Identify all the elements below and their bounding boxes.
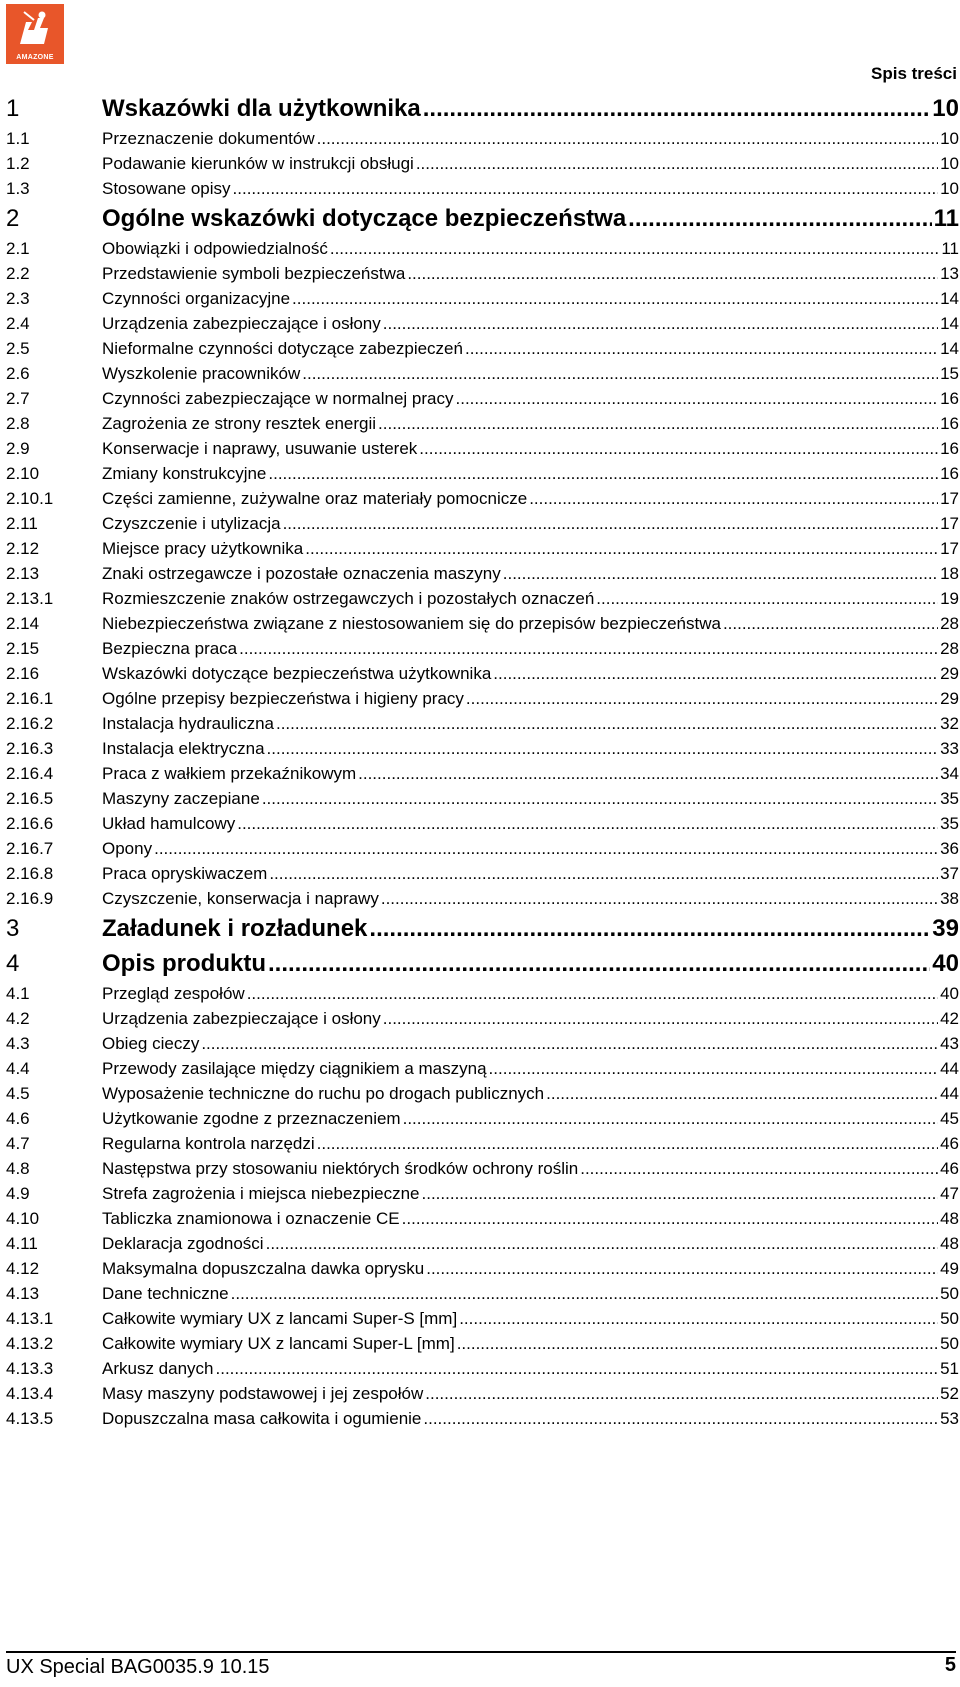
toc-entry-number: 3: [6, 915, 20, 942]
toc-dot-leader: [416, 151, 938, 176]
toc-entry-page: 49: [940, 1259, 959, 1278]
toc-dot-leader: [596, 586, 938, 611]
toc-entry-page: 14: [940, 339, 959, 358]
toc-dot-leader: [407, 261, 938, 286]
toc-entry-title: Ogólne przepisy bezpieczeństwa i higieny pracy: [102, 689, 464, 708]
toc-entry-title: Urządzenia zabezpieczające i osłony: [102, 1009, 381, 1028]
toc-entry-title: Wskazówki dla użytkownika: [102, 95, 421, 122]
toc-dot-leader: [403, 1106, 938, 1131]
toc-entry[interactable]: [6, 811, 959, 836]
toc-entry-title: Zagrożenia ze strony resztek energii: [102, 414, 377, 433]
toc-dot-leader: [276, 711, 938, 736]
toc-dot-leader: [457, 1331, 938, 1356]
toc-dot-leader: [423, 1406, 938, 1431]
toc-entry-number: 4.8: [6, 1159, 30, 1178]
toc-entry[interactable]: [6, 1231, 959, 1256]
toc-entry-number: 4.7: [6, 1134, 30, 1153]
toc-entry[interactable]: [6, 981, 959, 1006]
toc-dot-leader: [231, 1281, 938, 1306]
toc-entry-number: 4.4: [6, 1059, 30, 1078]
toc-entry-number: 2.16.8: [6, 864, 54, 883]
toc-entry-title: Instalacja elektryczna: [102, 739, 265, 758]
toc-entry-title: Deklaracja zgodności: [102, 1234, 264, 1253]
toc-entry-title: Regularna kontrola narzędzi: [102, 1134, 315, 1153]
toc-dot-leader: [268, 461, 938, 486]
toc-dot-leader: [330, 236, 940, 261]
toc-entry-number: 2.16: [6, 664, 40, 683]
toc-entry-page: 16: [940, 439, 959, 458]
toc-entry[interactable]: [6, 786, 959, 811]
toc-entry-page: 15: [940, 364, 959, 383]
toc-entry[interactable]: [6, 1081, 959, 1106]
toc-entry-number: 4.6: [6, 1109, 30, 1128]
toc-dot-leader: [239, 636, 938, 661]
toc-entry-title: Użytkowanie zgodne z przeznaczeniem: [102, 1109, 401, 1128]
toc-dot-leader: [317, 126, 938, 151]
toc-entry-title: Maksymalna dopuszczalna dawka oprysku: [102, 1259, 425, 1278]
toc-entry-number: 2.16.7: [6, 839, 54, 858]
toc-entry-page: 50: [940, 1284, 959, 1303]
toc-entry-title: Przedstawienie symboli bezpieczeństwa: [102, 264, 406, 283]
toc-entry-number: 4.5: [6, 1084, 30, 1103]
toc-entry-page: 18: [940, 564, 959, 583]
toc-entry[interactable]: [6, 1256, 959, 1281]
toc-entry-page: 44: [940, 1084, 959, 1103]
toc-entry-page: 37: [940, 864, 959, 883]
toc-entry-page: 53: [940, 1409, 959, 1428]
toc-entry-page: 44: [940, 1059, 959, 1078]
toc-dot-leader: [402, 1206, 938, 1231]
toc-entry-page: 48: [940, 1209, 959, 1228]
toc-entry-number: 1: [6, 95, 20, 122]
toc-entry-page: 17: [940, 514, 959, 533]
toc-entry-number: 2.16.9: [6, 889, 54, 908]
toc-dot-leader: [283, 511, 939, 536]
toc-entry-title: Praca z wałkiem przekaźnikowym: [102, 764, 357, 783]
toc-entry-number: 4.9: [6, 1184, 30, 1203]
toc-entry-title: Opis produktu: [102, 950, 266, 977]
toc-entry-page: 28: [940, 639, 959, 658]
toc-entry-title: Masy maszyny podstawowej i jej zespołów: [102, 1384, 424, 1403]
toc-entry-title: Przewody zasilające między ciągnikiem a maszyną: [102, 1059, 487, 1078]
toc-entry-page: 38: [940, 889, 959, 908]
toc-entry-page: 32: [940, 714, 959, 733]
toc-dot-leader: [546, 1081, 938, 1106]
toc-entry-page: 36: [940, 839, 959, 858]
toc-dot-leader: [381, 886, 938, 911]
toc-entry-page: 35: [940, 814, 959, 833]
toc-entry-page: 35: [940, 789, 959, 808]
toc-entry-title: Ogólne wskazówki dotyczące bezpieczeństwa: [102, 205, 627, 232]
toc-chapter-entry[interactable]: [6, 911, 959, 946]
toc-dot-leader: [425, 1381, 938, 1406]
toc-entry-page: 46: [940, 1134, 959, 1153]
toc-entry-title: Miejsce pracy użytkownika: [102, 539, 304, 558]
toc-entry[interactable]: [6, 176, 959, 201]
toc-dot-leader: [269, 861, 938, 886]
toc-entry-page: 28: [940, 614, 959, 633]
toc-entry-number: 2.4: [6, 314, 30, 333]
toc-dot-leader: [247, 981, 938, 1006]
toc-entry[interactable]: [6, 361, 959, 386]
toc-entry[interactable]: [6, 336, 959, 361]
toc-entry-number: 2.8: [6, 414, 30, 433]
toc-entry-number: 2.6: [6, 364, 30, 383]
toc-entry-title: Obieg cieczy: [102, 1034, 200, 1053]
toc-entry[interactable]: [6, 1056, 959, 1081]
toc-entry-title: Tabliczka znamionowa i oznaczenie CE: [102, 1209, 400, 1228]
toc-entry-number: 2.16.5: [6, 789, 54, 808]
toc-entry-number: 2.16.3: [6, 739, 54, 758]
toc-entry[interactable]: [6, 386, 959, 411]
toc-entry-page: 50: [940, 1309, 959, 1328]
toc-entry-page: 29: [940, 689, 959, 708]
toc-entry-page: 51: [940, 1359, 959, 1378]
toc-entry[interactable]: [6, 686, 959, 711]
toc-entry[interactable]: [6, 1356, 959, 1381]
toc-entry[interactable]: [6, 511, 959, 536]
toc-entry-number: 4.3: [6, 1034, 30, 1053]
toc-entry-number: 4.13.3: [6, 1359, 54, 1378]
toc-entry[interactable]: [6, 836, 959, 861]
toc-entry-page: 29: [940, 664, 959, 683]
toc-dot-leader: [383, 311, 938, 336]
toc-entry-title: Wskazówki dotyczące bezpieczeństwa użytkownika: [102, 664, 492, 683]
toc-entry[interactable]: [6, 711, 959, 736]
toc-dot-leader: [580, 1156, 938, 1181]
toc-entry-page: 10: [932, 95, 959, 122]
toc-entry-number: 2.16.1: [6, 689, 54, 708]
toc-dot-leader: [723, 611, 938, 636]
toc-entry-title: Nieformalne czynności dotyczące zabezpieczeń: [102, 339, 463, 358]
toc-entry[interactable]: [6, 736, 959, 761]
toc-entry[interactable]: [6, 761, 959, 786]
toc-dot-leader: [503, 561, 938, 586]
toc-entry-title: Przegląd zespołów: [102, 984, 245, 1003]
table-of-contents: [6, 91, 959, 1431]
toc-dot-leader: [292, 286, 938, 311]
toc-entry-title: Instalacja hydrauliczna: [102, 714, 274, 733]
footer-page-number: 5: [944, 1654, 956, 1676]
toc-entry[interactable]: [6, 1006, 959, 1031]
toc-entry-page: 47: [940, 1184, 959, 1203]
toc-entry-number: 4.13: [6, 1284, 40, 1303]
logo-text: AMAZONE: [16, 54, 54, 61]
toc-entry-page: 13: [940, 264, 959, 283]
toc-entry-title: Konserwacje i naprawy, usuwanie usterek: [102, 439, 418, 458]
toc-entry-page: 42: [940, 1009, 959, 1028]
toc-entry-title: Następstwa przy stosowaniu niektórych środków ochrony roślin: [102, 1159, 579, 1178]
toc-entry-title: Wyposażenie techniczne do ruchu po drogach publicznych: [102, 1084, 545, 1103]
toc-entry[interactable]: [6, 411, 959, 436]
toc-entry-number: 2.7: [6, 389, 30, 408]
toc-entry-number: 2.10.1: [6, 489, 54, 508]
toc-entry[interactable]: [6, 561, 959, 586]
toc-entry-page: 16: [940, 414, 959, 433]
toc-entry-title: Czyszczenie i utylizacja: [102, 514, 281, 533]
toc-dot-leader: [459, 1306, 938, 1331]
toc-entry-title: Czynności zabezpieczające w normalnej pracy: [102, 389, 454, 408]
toc-entry-title: Dopuszczalna masa całkowita i ogumienie: [102, 1409, 422, 1428]
toc-entry[interactable]: [6, 1181, 959, 1206]
toc-dot-leader: [369, 911, 930, 946]
toc-entry[interactable]: [6, 311, 959, 336]
toc-entry-number: 2.16.6: [6, 814, 54, 833]
toc-entry-number: 1.3: [6, 179, 30, 198]
toc-entry-title: Zmiany konstrukcyjne: [102, 464, 267, 483]
toc-entry-title: Maszyny zaczepiane: [102, 789, 260, 808]
toc-chapter-entry[interactable]: [6, 201, 959, 236]
toc-entry[interactable]: [6, 1281, 959, 1306]
toc-entry-page: 10: [940, 179, 959, 198]
toc-entry-title: Podawanie kierunków w instrukcji obsługi: [102, 154, 414, 173]
toc-entry-number: 2.5: [6, 339, 30, 358]
toc-entry[interactable]: [6, 861, 959, 886]
toc-dot-leader: [383, 1006, 938, 1031]
toc-entry-page: 17: [940, 539, 959, 558]
toc-entry-page: 46: [940, 1159, 959, 1178]
toc-entry-number: 2.9: [6, 439, 30, 458]
toc-entry-page: 40: [940, 984, 959, 1003]
toc-entry-page: 19: [940, 589, 959, 608]
toc-entry-page: 16: [940, 389, 959, 408]
toc-dot-leader: [266, 1231, 938, 1256]
toc-entry[interactable]: [6, 1106, 959, 1131]
section-title: Spis treści: [871, 64, 957, 83]
toc-entry[interactable]: [6, 661, 959, 686]
toc-dot-leader: [628, 201, 931, 236]
toc-entry-page: 43: [940, 1034, 959, 1053]
toc-dot-leader: [358, 761, 938, 786]
toc-entry[interactable]: [6, 261, 959, 286]
toc-dot-leader: [317, 1131, 938, 1156]
toc-entry[interactable]: [6, 1031, 959, 1056]
toc-entry-number: 2.12: [6, 539, 40, 558]
toc-entry-title: Praca opryskiwaczem: [102, 864, 268, 883]
toc-entry-page: 45: [940, 1109, 959, 1128]
toc-entry[interactable]: [6, 1156, 959, 1181]
toc-entry-title: Urządzenia zabezpieczające i osłony: [102, 314, 381, 333]
toc-entry-number: 2: [6, 205, 20, 232]
toc-entry-title: Obowiązki i odpowiedzialność: [102, 239, 328, 258]
toc-entry[interactable]: [6, 1206, 959, 1231]
toc-entry-page: 14: [940, 314, 959, 333]
footer-divider: [6, 1651, 956, 1653]
toc-dot-leader: [305, 536, 938, 561]
toc-dot-leader: [154, 836, 938, 861]
toc-dot-leader: [423, 91, 931, 126]
toc-entry-number: 4.11: [6, 1234, 38, 1253]
toc-dot-leader: [489, 1056, 939, 1081]
toc-entry-number: 4.13.4: [6, 1384, 54, 1403]
toc-entry[interactable]: [6, 126, 959, 151]
toc-dot-leader: [216, 1356, 939, 1381]
toc-entry-page: 11: [933, 205, 959, 232]
toc-entry-title: Dane techniczne: [102, 1284, 229, 1303]
toc-entry-page: 14: [940, 289, 959, 308]
toc-entry[interactable]: [6, 461, 959, 486]
toc-dot-leader: [466, 686, 938, 711]
toc-entry-page: 11: [941, 239, 959, 258]
toc-entry-number: 2.16.4: [6, 764, 54, 783]
toc-entry-number: 2.14: [6, 614, 40, 633]
toc-entry-number: 2.16.2: [6, 714, 54, 733]
toc-dot-leader: [493, 661, 938, 686]
toc-entry[interactable]: [6, 486, 959, 511]
toc-entry-number: 1.1: [6, 129, 30, 148]
footer-doc-id: UX Special BAG0035.9 10.15: [6, 1656, 270, 1678]
toc-dot-leader: [529, 486, 938, 511]
toc-entry-title: Układ hamulcowy: [102, 814, 236, 833]
toc-entry-title: Wyszkolenie pracowników: [102, 364, 301, 383]
toc-entry[interactable]: [6, 536, 959, 561]
toc-entry-number: 4.2: [6, 1009, 30, 1028]
toc-entry-number: 4.13.2: [6, 1334, 54, 1353]
toc-entry-title: Czynności organizacyjne: [102, 289, 291, 308]
toc-entry-number: 2.13.1: [6, 589, 54, 608]
logo-sower-icon: [14, 10, 56, 46]
toc-entry-page: 33: [940, 739, 959, 758]
toc-dot-leader: [201, 1031, 938, 1056]
toc-entry-title: Strefa zagrożenia i miejsca niebezpieczne: [102, 1184, 420, 1203]
toc-entry-title: Znaki ostrzegawcze i pozostałe oznaczenia maszyny: [102, 564, 501, 583]
toc-dot-leader: [378, 411, 938, 436]
toc-entry-title: Przeznaczenie dokumentów: [102, 129, 315, 148]
amazone-logo: [6, 4, 64, 64]
toc-entry-number: 2.3: [6, 289, 30, 308]
toc-entry[interactable]: [6, 1406, 959, 1431]
toc-entry[interactable]: [6, 1381, 959, 1406]
toc-entry[interactable]: [6, 636, 959, 661]
toc-entry[interactable]: [6, 1131, 959, 1156]
toc-entry-title: Czyszczenie, konserwacja i naprawy: [102, 889, 379, 908]
toc-chapter-entry[interactable]: [6, 946, 959, 981]
toc-entry[interactable]: [6, 886, 959, 911]
toc-entry[interactable]: [6, 286, 959, 311]
toc-entry[interactable]: [6, 436, 959, 461]
toc-entry-page: 17: [940, 489, 959, 508]
toc-entry[interactable]: [6, 611, 959, 636]
toc-entry-number: 2.13: [6, 564, 40, 583]
toc-entry-number: 4: [6, 950, 20, 977]
toc-dot-leader: [237, 811, 938, 836]
toc-entry-title: Całkowite wymiary UX z lancami Super-S [mm]: [102, 1309, 458, 1328]
toc-entry-page: 34: [940, 764, 959, 783]
toc-entry-page: 52: [940, 1384, 959, 1403]
toc-entry-title: Bezpieczna praca: [102, 639, 238, 658]
toc-entry-number: 4.13.5: [6, 1409, 54, 1428]
toc-entry-page: 50: [940, 1334, 959, 1353]
toc-dot-leader: [419, 436, 938, 461]
toc-entry-title: Opony: [102, 839, 153, 858]
toc-entry[interactable]: [6, 236, 959, 261]
toc-entry-number: 2.1: [6, 239, 30, 258]
toc-chapter-entry[interactable]: [6, 91, 959, 126]
toc-entry-page: 48: [940, 1234, 959, 1253]
toc-dot-leader: [456, 386, 939, 411]
toc-entry-number: 4.12: [6, 1259, 40, 1278]
toc-dot-leader: [267, 736, 939, 761]
toc-entry-number: 4.1: [6, 984, 30, 1003]
toc-entry-number: 2.10: [6, 464, 40, 483]
toc-dot-leader: [422, 1181, 939, 1206]
toc-entry[interactable]: [6, 1331, 959, 1356]
toc-entry-title: Arkusz danych: [102, 1359, 214, 1378]
toc-entry[interactable]: [6, 151, 959, 176]
toc-entry[interactable]: [6, 1306, 959, 1331]
toc-entry-number: 4.13.1: [6, 1309, 54, 1328]
toc-entry-title: Niebezpieczeństwa związane z niestosowaniem się do przepisów bezpieczeństwa: [102, 614, 721, 633]
toc-dot-leader: [302, 361, 938, 386]
toc-entry-page: 16: [940, 464, 959, 483]
toc-entry-number: 1.2: [6, 154, 30, 173]
toc-entry-number: 2.11: [6, 514, 38, 533]
toc-dot-leader: [465, 336, 938, 361]
toc-entry-page: 10: [940, 129, 959, 148]
toc-entry-page: 40: [932, 950, 959, 977]
toc-dot-leader: [426, 1256, 938, 1281]
toc-entry-title: Całkowite wymiary UX z lancami Super-L [mm]: [102, 1334, 455, 1353]
toc-entry-page: 10: [940, 154, 959, 173]
toc-dot-leader: [268, 946, 930, 981]
toc-entry-title: Części zamienne, zużywalne oraz materiały pomocnicze: [102, 489, 528, 508]
toc-entry-title: Stosowane opisy: [102, 179, 231, 198]
toc-dot-leader: [233, 176, 939, 201]
toc-entry-title: Rozmieszczenie znaków ostrzegawczych i pozostałych oznaczeń: [102, 589, 595, 608]
toc-entry-page: 39: [932, 915, 959, 942]
toc-entry-number: 4.10: [6, 1209, 40, 1228]
toc-entry-number: 2.2: [6, 264, 30, 283]
toc-entry[interactable]: [6, 586, 959, 611]
toc-entry-title: Załadunek i rozładunek: [102, 915, 368, 942]
toc-dot-leader: [262, 786, 938, 811]
toc-entry-number: 2.15: [6, 639, 40, 658]
